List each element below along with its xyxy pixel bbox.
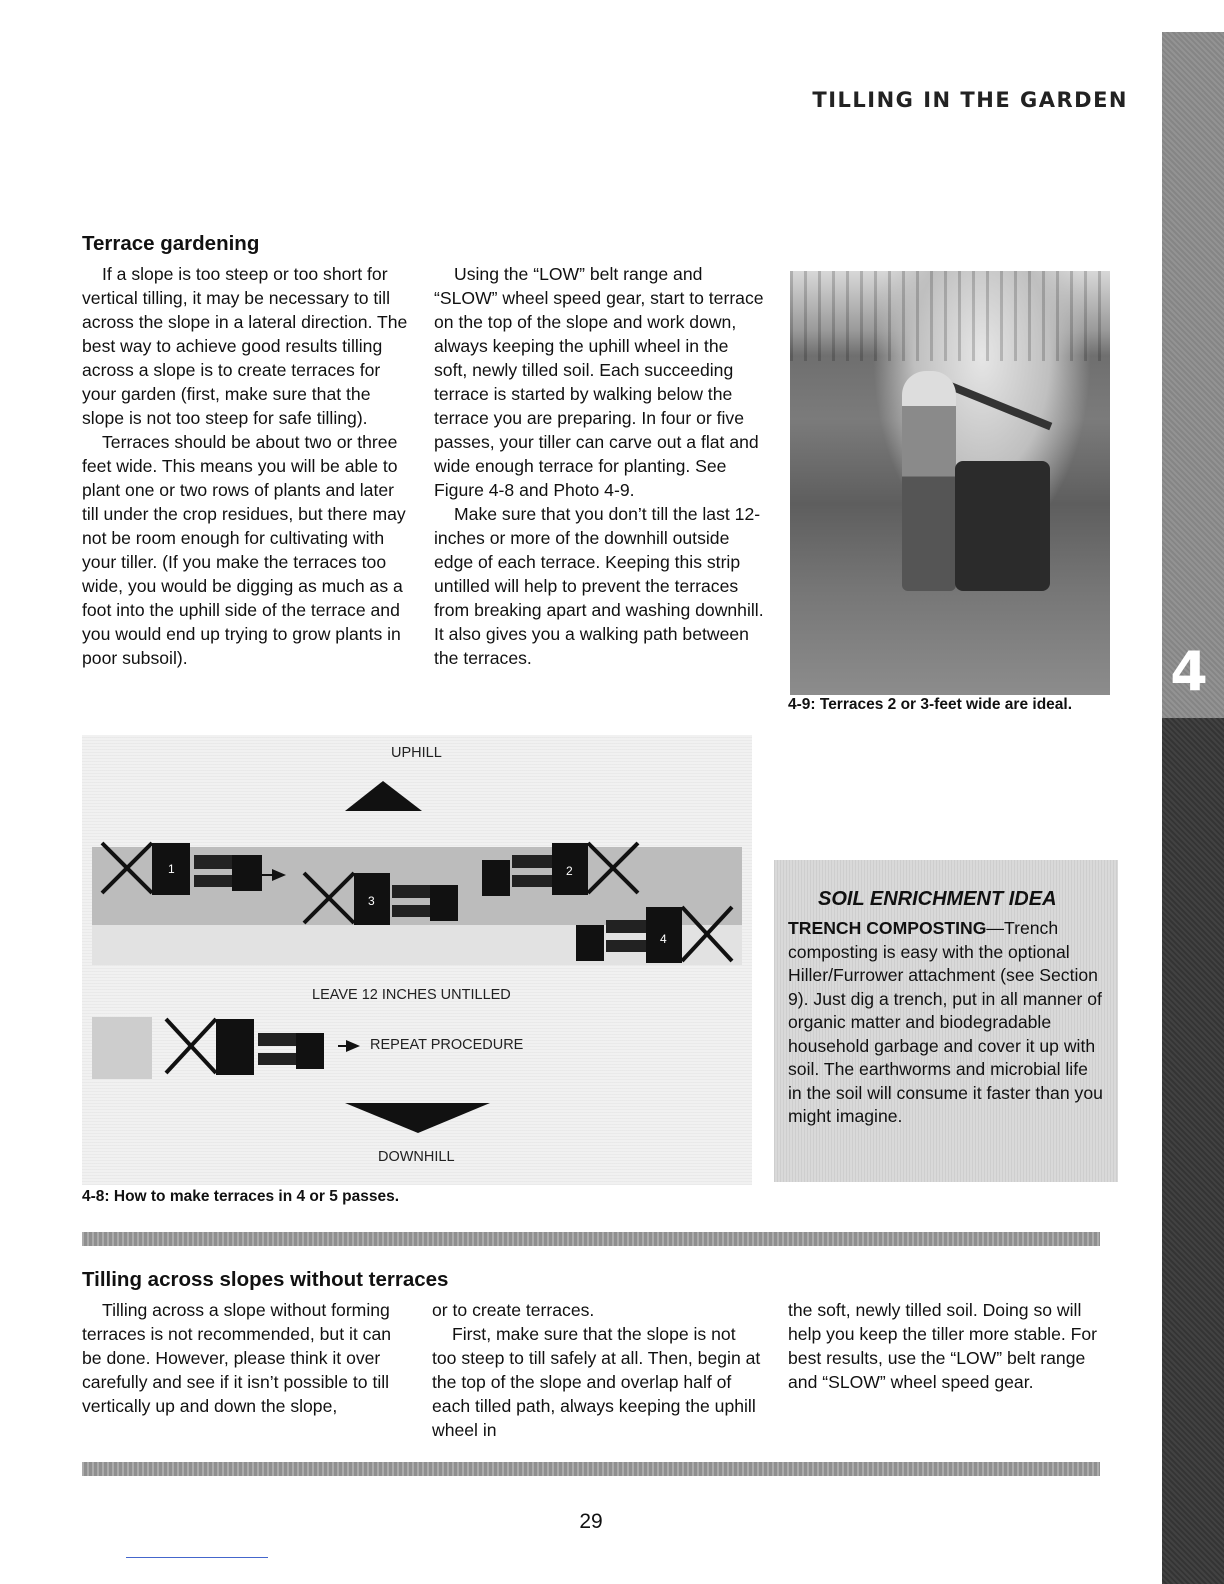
slopes-paragraph-4: the soft, newly tilled soil. Doing so will help you keep the tiller more stable. For best results, use the “LOW” belt range and “SLOW” wheel speed gear. xyxy=(788,1300,1098,1392)
photo-person xyxy=(902,371,956,591)
pass-3-label: 3 xyxy=(368,894,375,908)
photo-treeline xyxy=(790,271,1110,361)
running-header: TILLING IN THE GARDEN xyxy=(812,88,1128,112)
chapter-number: 4 xyxy=(1170,640,1208,703)
soil-enrichment-text: —Trench composting is easy with the optional Hiller/Furrower attachment (see Section 9). Just dig a trench, put in all manner of organic matter and biodegradable household garbage and cover it up with soil. The earthworms and microbial life in the soil will consume it faster than you might imagine. xyxy=(788,918,1103,1126)
soil-enrichment-lead: TRENCH COMPOSTING xyxy=(788,918,987,938)
section-divider-bottom xyxy=(82,1462,1100,1476)
terrace-paragraph-1: If a slope is too steep or too short for vertical tilling, it may be necessary to till across the slope in a lateral direction. The best way to achieve good results tilling across a slope is to create terraces for your garden (first, make sure that the slope is not too steep for safe tilling). xyxy=(82,264,408,428)
footer-rule xyxy=(126,1557,268,1558)
soil-enrichment-title: SOIL ENRICHMENT IDEA xyxy=(818,888,1057,910)
slopes-column-2 xyxy=(432,1298,762,1442)
terrace-paragraph-3: Using the “LOW” belt range and “SLOW” wheel speed gear, start to terrace on the top of the slope and work down, always keeping the uphill wheel in the soft, newly tilled soil. Each succeeding terrace is started by walking below the terrace you are preparing. In four or five passes, your tiller can carve out a flat and wide enough terrace for planting. See Figure 4-8 and Photo 4-9. xyxy=(434,264,764,500)
terrace-column-1 xyxy=(82,262,412,670)
terrace-paragraph-2: Terraces should be about two or three feet wide. This means you will be able to plant one or two rows of plants and later till under the crop residues, but there may not be room enough for cultivating with your tiller. (If you make the terraces too wide, you would be digging as much as a foot into the uphill side of the terrace and you would end up trying to grow plants in poor subsoil). xyxy=(82,432,406,668)
diagram-repeat-label: REPEAT PROCEDURE xyxy=(370,1037,524,1053)
pass-4-label: 4 xyxy=(660,932,667,946)
slopes-paragraph-2: or to create terraces. xyxy=(432,1300,595,1320)
section-heading-slopes: Tilling across slopes without terraces xyxy=(82,1268,449,1291)
section-divider-top xyxy=(82,1232,1100,1246)
photo-tiller xyxy=(955,461,1050,591)
repeat-band xyxy=(92,1017,152,1079)
pass-1-label: 1 xyxy=(168,862,175,876)
repeat-arrow-icon xyxy=(346,1040,360,1052)
photo-caption: 4-9: Terraces 2 or 3-feet wide are ideal. xyxy=(788,696,1073,713)
slopes-paragraph-1: Tilling across a slope without forming terraces is not recommended, but it can be done. However, please think it over carefully and see if it isn’t possible to till vertically up and down the slope, xyxy=(82,1300,392,1416)
diagram-leave-label: LEAVE 12 INCHES UNTILLED xyxy=(312,987,511,1003)
slopes-column-3 xyxy=(788,1298,1108,1394)
chapter-side-tab-lower xyxy=(1162,718,1224,1584)
tiller-repeat-icon xyxy=(166,1019,324,1075)
terrace-paragraph-4: Make sure that you don’t till the last 12-inches or more of the downhill outside edge of each terrace. Keeping this strip untilled will help to prevent the terraces from breaking apart and washing downhill. It also gives you a walking path between the terraces. xyxy=(434,504,764,668)
section-heading-terrace: Terrace gardening xyxy=(82,232,260,255)
diagram-caption: 4-8: How to make terraces in 4 or 5 passes. xyxy=(82,1188,400,1205)
diagram-uphill-label: UPHILL xyxy=(391,745,442,761)
photo-tiller-handle xyxy=(943,380,1053,430)
diagram-downhill-label: DOWNHILL xyxy=(378,1149,455,1165)
pass-2-label: 2 xyxy=(566,864,573,878)
page-number: 29 xyxy=(579,1510,603,1533)
photo-terracing-tiller xyxy=(790,271,1110,695)
terrace-column-2 xyxy=(434,262,764,670)
diagram-graphics xyxy=(82,735,752,1185)
terrace-diagram xyxy=(82,735,752,1185)
uphill-arrow-icon xyxy=(345,781,422,811)
downhill-arrow-icon xyxy=(345,1103,490,1133)
slopes-column-1 xyxy=(82,1298,412,1418)
slopes-paragraph-3: First, make sure that the slope is not too steep to till safely at all. Then, begin at the top of the slope and overlap half of each tilled path, always keeping the uphill wheel in xyxy=(432,1324,761,1440)
soil-enrichment-body xyxy=(788,917,1106,1129)
